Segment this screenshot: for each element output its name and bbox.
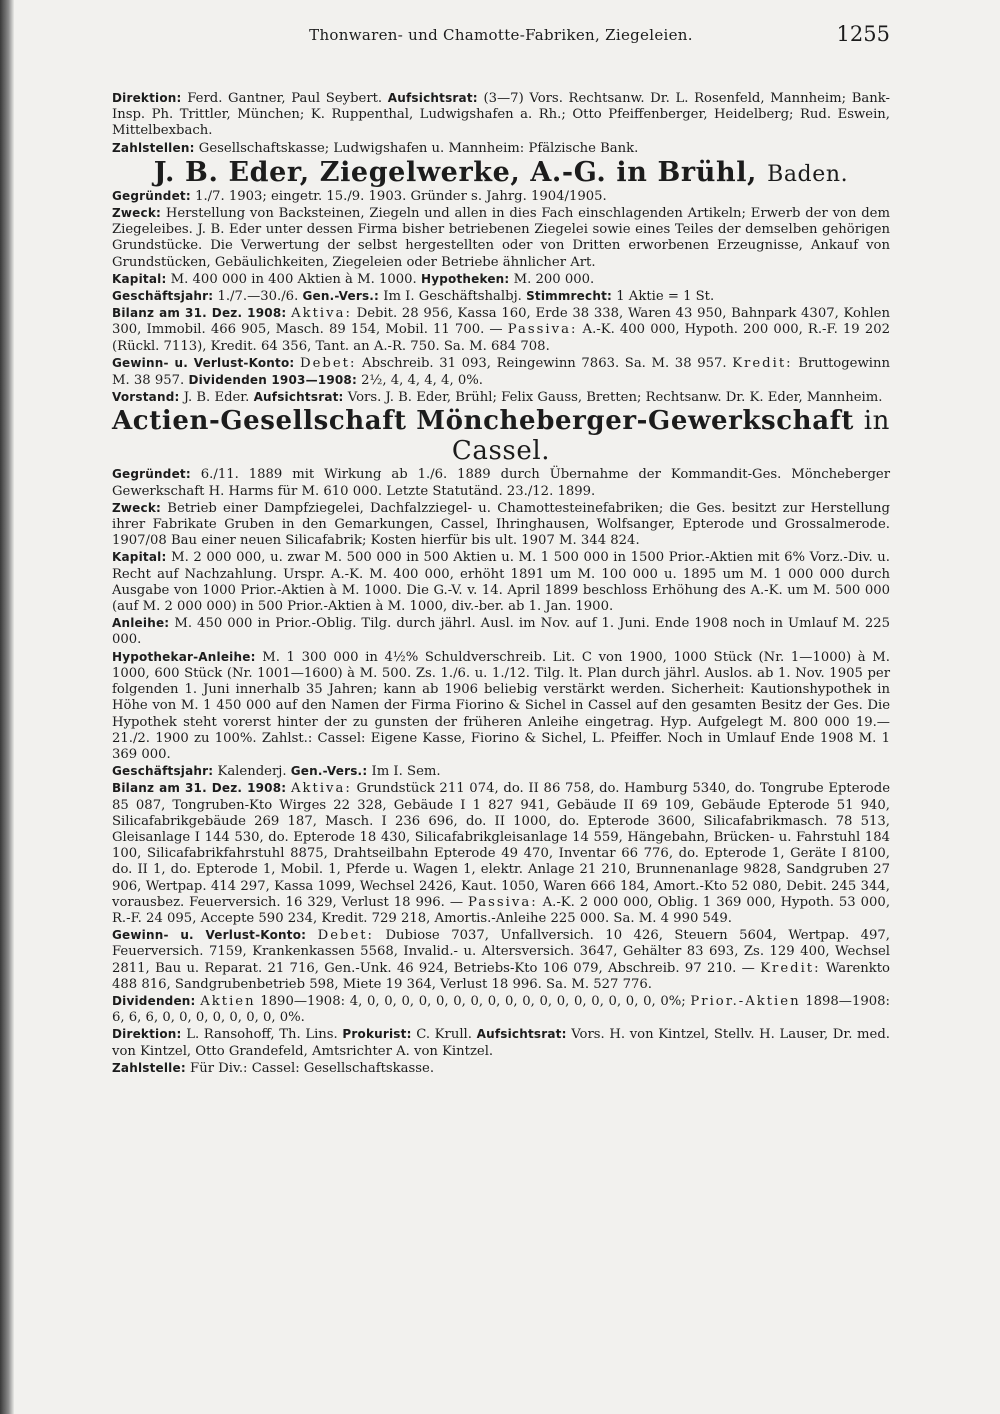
geschaeftsjahr-text: 1./7.—30./6. [217,289,299,305]
company-entry-eder [112,157,890,407]
zweck-text: Betrieb einer Dampfziegelei, Dachfalzziegel- u. Chamottesteinefabriken; die Ges. besitzt zur Herstellung ihrer Fabrikate Gruben in den Gemarkungen, Cassel, Ihringhausen, Wolfsanger, Epterode und Grossalmerode. 1907/08 Bau einer neuen Silicafabrik; Kosten hierfür bis ult. 1907 M. 344 824. [112,500,890,549]
guv-label: Gewinn- u. Verlust-Konto: [112,928,307,943]
company-place: in Cassel. [451,406,890,467]
debet-text: Dubiose 7037, Unfallversich. 10 426, Steuern 5604, Wertpap. 497, Feuerversich. 7159, Krankenkassen 5568, Invalid.- u. Altersversich. 3647, Gehälter 83 693, Zs. 129 400, Wechsel 2811, Bau u. Reparat. 21 716, Gen.-Unk. 46 924, Betriebs-Kto 106 079, Abschreib. 97 210. — [112,928,890,976]
gegruendet-paragraph [112,188,890,205]
vorstand-paragraph [112,389,890,406]
zahlstellen-label: Zahlstellen: [112,140,195,155]
company-title [112,157,890,188]
bilanz-paragraph [112,780,890,927]
company-name: Actien-Gesellschaft Möncheberger-Gewerkschaft [112,406,855,437]
bilanz-label: Bilanz am 31. Dez. 1908: [112,306,287,321]
zweck-text: Herstellung von Backsteinen, Ziegeln und allen in dies Fach einschlagenden Artikeln; Erwerb der von dem Ziegeleibes. J. B. Eder unter dessen Firma bisher betriebenen Ziegelei sowie eines Teiles der demselben gehörigen Grundstücke. Die Verwertung der selbst hergestellten oder von Dritten erworbenen Erzeugnisse, Ankauf von Grundstücken, Gebäulichkeiten, Ziegeleien oder Betriebe ähnlicher Art. [112,206,890,270]
dividenden-prior-label: Prior.-Aktien [690,993,801,1009]
zweck-paragraph [112,500,890,550]
debet-label: Debet: [300,355,357,371]
aufsichtsrat-label: Aufsichtsrat: [387,91,478,105]
aktiva-label: Aktiva: [291,781,352,797]
kredit-text: Bruttogewinn M. 38 957. [112,355,890,389]
previous-company-continuation [112,90,890,157]
aufsichtsrat-label: Aufsichtsrat: [476,1027,567,1042]
kapital-text: M. 400 000 in 400 Aktien à M. 1000. [170,271,417,287]
zahlstellen-paragraph [112,140,890,157]
debet-label: Debet: [317,928,374,944]
aktiva-label: Aktiva: [291,306,352,322]
prokurist-label: Prokurist: [342,1027,412,1042]
company-name: J. B. Eder, Ziegelwerke, A.-G. in Brühl, [153,156,758,188]
geschaeftsjahr-paragraph [112,763,890,780]
zahlstelle-label: Zahlstelle: [112,1060,186,1075]
direktion-aufsichtsrat-paragraph [112,90,890,140]
kredit-label: Kredit: [732,355,793,371]
anleihe-paragraph [112,615,890,648]
zweck-label: Zweck: [112,206,162,221]
kapital-paragraph [112,549,890,615]
direktion-text: Ferd. Gantner, Paul Seybert. [187,91,383,106]
kapital-label: Kapital: [112,550,167,565]
geschaeftsjahr-text: Kalenderj. [217,764,287,780]
page-edge-shadow [0,0,14,1414]
dividenden-label: Dividenden 1903—1908: [188,373,357,388]
anleihe-label: Anleihe: [112,616,170,631]
anleihe-text: M. 450 000 in Prior.-Oblig. Tilg. durch jährl. Ausl. im Nov. auf 1. Juni. Ende 1908 noch in Umlauf M. 225 000. [112,616,890,648]
direktion-label: Direktion: [112,91,182,105]
zahlstelle-paragraph [112,1060,890,1077]
guv-label: Gewinn- u. Verlust-Konto: [112,355,295,370]
direktion-paragraph [112,1026,890,1059]
debet-text: Abschreib. 31 093, Reingewinn 7863. Sa. M. 38 957. [362,355,727,371]
zweck-paragraph [112,205,890,271]
stimmrecht-text: 1 Aktie = 1 St. [616,289,715,305]
genvers-text: Im I. Geschäftshalbj. [383,289,522,305]
passiva-label: Passiva: [507,322,578,338]
page-number: 1255 [836,22,890,46]
guv-paragraph [112,927,890,993]
dividenden-label: Dividenden: [112,993,196,1008]
genvers-label: Gen.-Vers.: [290,764,368,779]
guv-paragraph [112,355,890,389]
kapital-paragraph [112,271,890,288]
bilanz-label: Bilanz am 31. Dez. 1908: [112,781,287,796]
passiva-text: A.-K. 2 000 000, Oblig. 1 369 000, Hypoth. 53 000, R.-F. 24 095, Accepte 590 234, Kredit. 729 218, Amortis.-Anleihe 225 000. Sa. M. 4 990 549. [112,894,891,926]
kredit-label: Kredit: [760,960,821,976]
genvers-label: Gen.-Vers.: [302,289,380,304]
hypotheken-label: Hypotheken: [420,271,510,286]
prokurist-text: C. Krull. [416,1027,472,1043]
company-title [112,406,890,466]
aufsichtsrat-label: Aufsichtsrat: [253,390,344,405]
geschaeftsjahr-label: Geschäftsjahr: [112,764,214,779]
kredit-text: Warenkto 488 816, Sandgrubenbetrieb 598, Miete 19 364, Verlust 18 996. Sa. M. 527 776. [112,960,890,992]
genvers-text: Im I. Sem. [371,764,441,780]
vorstand-text: J. B. Eder. [183,390,250,406]
company-place: Baden. [767,161,849,187]
bilanz-paragraph [112,305,890,355]
kapital-text: M. 2 000 000, u. zwar M. 500 000 in 500 Aktien u. M. 1 500 000 in 1500 Prior.-Aktien mit 6% Vorz.-Div. u. Recht auf Nachzahlung. Urspr. A.-K. M. 400 000, erhöht 1891 um M. 100 000 u. 1895 um M. 1 000 000 durch Ausgabe von 1000 Prior.-Aktien à M. 1000. Die G.-V. v. 14. April 1899 beschloss Erhöhung des A.-K. um M. 500 000 (auf M. 2 000 000) in 500 Prior.-Aktien à M. 1000, div.-ber. ab 1. Jan. 1900. [112,550,890,615]
hypothekar-anleihe-paragraph [112,649,890,763]
gegruendet-text: 1./7. 1903; eingetr. 15./9. 1903. Gründer s. Jahrg. 1904/1905. [195,188,607,204]
stimmrecht-label: Stimmrecht: [526,289,613,304]
page-header [112,22,890,52]
gegruendet-label: Gegründet: [112,188,191,203]
passiva-text: A.-K. 400 000, Hypoth. 200 000, R.-F. 19 202 (Rückl. 7113), Kredit. 64 356, Tant. an A.-R. 750. Sa. M. 684 708. [112,322,890,354]
vorstand-label: Vorstand: [112,390,180,405]
company-entry-moencheberg [112,406,890,1077]
zweck-label: Zweck: [112,500,162,515]
dividenden-aktien-label: Aktien [200,993,256,1009]
aufsichtsrat-text: Vors. H. von Kintzel, Stellv. H. Lauser, Dr. med. von Kintzel, Otto Grandefeld, Amtsrichter A. von Kintzel. [112,1027,890,1059]
gegruendet-text: 6./11. 1889 mit Wirkung ab 1./6. 1889 durch Übernahme der Kommandit-Ges. Möncheberger Gewerkschaft H. Harms für M. 610 000. Letzte Statutänd. 23./12. 1899. [112,467,891,499]
direktion-text: L. Ransohoff, Th. Lins. [186,1027,338,1043]
passiva-label: Passiva: [467,894,538,910]
aktiva-text: Debit. 28 956, Kassa 160, Erde 38 338, Waren 43 950, Bahnpark 4307, Kohlen 300, Immobil. 466 905, Masch. 89 154, Mobil. 11 700. — [112,306,890,338]
aktiva-text: Grundstück 211 074, do. II 86 758, do. Hamburg 5340, do. Tongrube Epterode 85 087, Tongruben-Kto Wirges 22 328, Gebäude I 1 827 941, Gebäude II 69 109, Gebäude Epterode 51 940, Silicafabrikgebäude 269 187, Masch. I 236 696, do. II 1000, do. Epterode 3600, Silicafabrikmasch. 78 513, Gleisanlage I 144 530, do. Epterode 18 430, Silicafabrikgleisanlage 14 559, Hängebahn, Brücken- u. Fahrstuhl 184 100, Silicafabrikfahrstuhl 8875, Drahtseilbahn Epterode 49 470, Inventar 66 776, do. Epterode 1, Geräte I 8100, do. II 1, do. Epterode 1, Mobil. 1, Pferde u. Wagen 1, elektr. Anlage 21 210, Brunnenanlage 9828, Sandgruben 27 906, Wertpap. 414 297, Kassa 1099, Wechsel 2426, Kaut. 1050, Waren 666 184, Amort.-Kto 52 080, Debit. 245 344, vorausbez. Feuerversich. 16 329, Verlust 18 996. — [112,781,890,910]
zahlstellen-text: Gesellschaftskasse; Ludwigshafen u. Mannheim: Pfälzische Bank. [198,140,639,156]
dividenden-aktien-text: 1890—1908: 4, 0, 0, 0, 0, 0, 0, 0, 0, 0, 0, 0, 0, 0, 0, 0, 0, 0, 0%; [260,993,686,1009]
geschaeftsjahr-paragraph [112,288,890,305]
hypothekar-anleihe-text: M. 1 300 000 in 4½% Schuldverschreib. Lit. C von 1900, 1000 Stück (Nr. 1—1000) à M. 1000, 600 Stück (Nr. 1001—1600) à M. 500. Zs. 1./6. u. 1./12. Tilg. lt. Plan durch jährl. Auslos. ab 1. Nov. 1905 per folgenden 1. Juni innerhalb 35 Jahren; kann ab 1906 beliebig verstärkt werden. Sicherheit: Kautionshypothek in Höhe von M. 1 450 000 auf den Namen der Firma Fiorino & Sichel in Cassel auf den gesamten Besitz der Ges. Die Hypothek steht vorerst hinter der zu gunsten der früheren Anleihe eingetrag. Hyp. Aufgelegt M. 800 000 19.—21./2. 1900 zu 100%. Zahlst.: Cassel: Eigene Kasse, Fiorino & Sichel, L. Pfeiffer. Noch in Umlauf Ende 1908 M. 1 369 000. [112,649,890,762]
kapital-label: Kapital: [112,271,167,286]
dividenden-prior-text: 1898—1908: 6, 6, 6, 0, 0, 0, 0, 0, 0, 0, 0%. [112,993,891,1026]
running-head: Thonwaren- und Chamotte-Fabriken, Ziegeleien. [309,26,693,44]
hypothekar-anleihe-label: Hypothekar-Anleihe: [112,649,256,664]
direktion-label: Direktion: [112,1027,182,1042]
aufsichtsrat-text: (3—7) Vors. Rechtsanw. Dr. L. Rosenfeld, Mannheim; Bank-Insp. Ph. Trittler, München; K. Ruppenthal, Ludwigshafen a. Rh.; Otto Pfeiffenberger, Heidelberg; Rud. Eswein, Mittelbexbach. [112,91,890,139]
hypotheken-text: M. 200 000. [513,271,595,287]
aufsichtsrat-text: Vors. J. B. Eder, Brühl; Felix Gauss, Bretten; Rechtsanw. Dr. K. Eder, Mannheim. [347,390,883,406]
dividenden-paragraph [112,993,890,1026]
gegruendet-paragraph [112,466,890,499]
dividenden-text: 2½, 4, 4, 4, 4, 0%. [361,373,483,389]
geschaeftsjahr-label: Geschäftsjahr: [112,289,214,304]
zahlstelle-text: Für Div.: Cassel: Gesellschaftskasse. [190,1060,435,1076]
gegruendet-label: Gegründet: [112,467,191,482]
